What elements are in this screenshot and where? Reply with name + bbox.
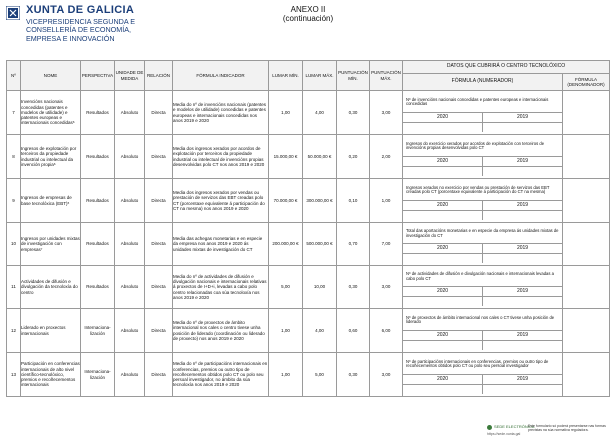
row-perspective: Internaciona-lización [81, 353, 115, 397]
table-row [7, 179, 610, 223]
year-input[interactable] [403, 123, 482, 132]
year-input[interactable] [403, 297, 482, 306]
year-input[interactable] [403, 211, 482, 220]
row-relation: Directa [145, 91, 173, 135]
row-number: 9 [7, 179, 21, 223]
year-label: 2020 [436, 331, 449, 338]
document-footer [0, 420, 614, 439]
table-row [7, 135, 610, 179]
row-unit: Absoluto [115, 223, 145, 266]
row-max: 5,00 [303, 353, 337, 397]
row-unit: Absoluto [115, 91, 145, 135]
row-numerator-cell [403, 135, 563, 179]
year-label: 2019 [482, 331, 562, 340]
row-numerator: Nº de actividades de difusión e divulgación nacionais e internacionais levadas a cabo polo CT [406, 271, 554, 281]
year-input[interactable] [482, 123, 562, 132]
year-label: 2019 [482, 201, 562, 210]
col-name: NOME [21, 61, 81, 91]
row-max: 300.000,00 € [303, 179, 337, 223]
row-number: 10 [7, 223, 21, 266]
col-perspective: PERSPECTIVA [81, 61, 115, 91]
row-perspective: Internaciona-lización [81, 309, 115, 353]
row-denominator[interactable] [563, 179, 610, 223]
year-labels [403, 112, 562, 123]
indicators-table [6, 60, 610, 397]
year-input[interactable] [482, 297, 562, 306]
row-min: 1,00 [269, 309, 303, 353]
row-name: Invencións nacionais concedidas (patentes e modelos de utilidade) e patentes europeas e internacionais concedidas⁶ [21, 91, 81, 135]
row-min: 200.000,00 € [269, 223, 303, 266]
year-label: 2020 [436, 157, 449, 164]
row-max: 4,00 [303, 309, 337, 353]
row-relation: Directa [145, 135, 173, 179]
row-score-min: 0,20 [337, 135, 370, 179]
row-numerator: Nº de participacións internacionais en conferencias, premios ou outro tipo de recoñecementos obtidos polo CT ou polo seu persoal investigador [406, 358, 549, 369]
row-number: 11 [7, 266, 21, 309]
annex-title [268, 5, 348, 23]
year-labels [403, 330, 562, 341]
row-min: 15.000,00 € [269, 135, 303, 179]
row-denominator[interactable] [563, 309, 610, 353]
col-numerator: FÓRMULA (NUMERADOR) [403, 74, 563, 91]
year-label: 2020 [436, 113, 449, 120]
row-numerator-cell [403, 266, 563, 309]
row-denominator[interactable] [563, 223, 610, 266]
row-perspective: Resultados [81, 266, 115, 309]
row-name: Liderado en proxectos internacionais [21, 309, 81, 353]
row-denominator[interactable] [563, 353, 610, 397]
row-numerator-cell [403, 223, 563, 266]
row-perspective: Resultados [81, 91, 115, 135]
row-formula: Media das achegas monetarias e en especie da empresa nos anos 2019 e 2020 ás unidades mixtas de investigación do CT [173, 223, 269, 266]
year-input-row [403, 123, 562, 132]
row-max: 50.000,00 € [303, 135, 337, 179]
year-input[interactable] [482, 211, 562, 220]
year-label: 2019 [482, 113, 562, 122]
row-numerator-cell [403, 91, 563, 135]
year-input[interactable] [482, 167, 562, 176]
row-numerator: Ingresos xerados no exercicio por vendas ou prestación de servizos das EBT creadas polo CT (porcentaxe equivalente á participación do CT na mesma) [406, 184, 550, 195]
row-unit: Absoluto [115, 266, 145, 309]
row-perspective: Resultados [81, 179, 115, 223]
table-row [7, 353, 610, 397]
col-max: LUMAR MÁX. [303, 61, 337, 91]
year-labels [403, 243, 562, 254]
year-input[interactable] [403, 385, 482, 394]
year-label: 2019 [482, 244, 562, 253]
row-formula: Media do nº de participacións internacionais en conferencias, premios ou outro tipo de recoñecementos obtidos polo CT ou polo seu persoal investigador, no ámbito da súa tecnoloxía nos anos 2019 e 2020 [173, 353, 269, 397]
year-labels [403, 200, 562, 211]
year-input-row [403, 167, 562, 176]
row-score-min: 0,30 [337, 266, 370, 309]
row-min: 1,00 [269, 353, 303, 397]
org-title: XUNTA DE GALICIA [26, 4, 135, 16]
year-input[interactable] [403, 167, 482, 176]
org-subtitle [26, 18, 186, 43]
row-name: Ingresos de explotación por terceiros da propiedade industrial ou intelectual da invención propia⁶ [21, 135, 81, 179]
col-score-min: PUNTUACIÓN MÍN. [337, 61, 370, 91]
row-unit: Absoluto [115, 353, 145, 397]
row-numerator-cell [403, 353, 563, 397]
col-unit: UNIDADE DE MEDIDA [115, 61, 145, 91]
org-sub-line: EMPRESA E INNOVACIÓN [26, 33, 115, 43]
year-label: 2020 [436, 288, 449, 294]
electronic-seal-icon [487, 425, 492, 430]
row-formula: Media do nº de proxectos de ámbito internacional nos cales o centro tivese unha posición de liderado (coordinación ou liderado de proxecto) nos anos 2019 e 2020 [173, 309, 269, 353]
row-name: Ingresos de empresas de base tecnolóxica (EBT)⁵ [21, 179, 81, 223]
org-sub-line: CONSELLERÍA DE ECONOMÍA, [26, 25, 132, 35]
row-min: 5,00 [269, 266, 303, 309]
year-input-row [403, 341, 562, 350]
org-sub-line: VICEPRESIDENCIA SEGUNDA E [26, 17, 136, 26]
year-labels [403, 286, 562, 297]
row-relation: Directa [145, 266, 173, 309]
row-perspective: Resultados [81, 223, 115, 266]
row-score-max: 3,00 [370, 353, 403, 397]
row-name: Ingresos por unidades mixtas de investigación con empresas⁷ [21, 223, 81, 266]
row-number: 8 [7, 135, 21, 179]
row-numerator: Nº de invencións nacionais concedidas e patentes europeas e internacionais concedidas [406, 96, 549, 107]
year-label: 2019 [482, 287, 562, 296]
row-formula: Media do nº de actividades de difusión e divulgación nacionais e internacionais relativas á proxectos de I+D+i, levadas a cabo polo centro relacionadas coa súa tecnoloxía nos anos 2019 e 2020 [173, 266, 269, 309]
year-input[interactable] [403, 254, 482, 263]
row-score-min: 0,30 [337, 353, 370, 397]
table-row [7, 309, 610, 353]
xunta-logo-icon [6, 6, 20, 20]
year-input[interactable] [403, 341, 482, 350]
row-numerator: Total das aportacións monetarias e en especie da empresa ás unidades mixtas de investigación do CT [406, 228, 559, 238]
seal-label: SEDE ELECTRÓNICA [494, 424, 535, 429]
row-denominator[interactable] [563, 266, 610, 309]
col-denominator: FÓRMULA (DENOMINADOR) [563, 74, 610, 91]
row-numerator: Ingresos do exercicio xerados por acordos de explotación con terceiros de invencións propias desenvolvidas polo CT [406, 140, 545, 151]
footer-note: Este formulario só poderá presentarse nas formas previstas na súa normativa reguladora. [528, 424, 606, 433]
table-row [7, 266, 610, 309]
year-labels [403, 156, 562, 167]
row-number: 12 [7, 309, 21, 353]
row-max: 500.000,00 € [303, 223, 337, 266]
year-label: 2020 [436, 201, 449, 208]
year-label: 2019 [482, 375, 562, 384]
row-number: 7 [7, 91, 21, 135]
row-score-max: 1,00 [370, 179, 403, 223]
annex-subheading: (continuación) [282, 14, 334, 23]
row-score-min: 0,70 [337, 223, 370, 266]
row-unit: Absoluto [115, 309, 145, 353]
year-label: 2020 [436, 375, 449, 382]
row-denominator[interactable] [563, 135, 610, 179]
col-formula: FÓRMULA INDICADOR [173, 61, 269, 91]
row-max: 4,00 [303, 91, 337, 135]
col-score-max: PUNTUACIÓN MÁX. [370, 61, 403, 91]
year-labels [403, 374, 562, 385]
row-denominator[interactable] [563, 91, 610, 135]
year-input-row [403, 254, 562, 263]
year-input-row [403, 297, 562, 306]
row-score-max: 6,00 [370, 309, 403, 353]
year-input-row [403, 211, 562, 220]
row-numerator: Nº de proxectos de ámbito internacional nos cales o CT tivese unha posición de liderado [406, 314, 555, 325]
year-label: 2019 [482, 157, 562, 166]
row-score-max: 3,00 [370, 266, 403, 309]
row-unit: Absoluto [115, 135, 145, 179]
row-name: Actividades de difusión e divulgación da tecnoloxía do centro [21, 266, 81, 309]
row-relation: Directa [145, 223, 173, 266]
table-row [7, 223, 610, 266]
row-score-min: 0,10 [337, 179, 370, 223]
row-score-min: 0,30 [337, 91, 370, 135]
row-min: 1,00 [269, 91, 303, 135]
row-number: 13 [7, 353, 21, 397]
row-relation: Directa [145, 309, 173, 353]
year-input[interactable] [482, 254, 562, 263]
col-relation: RELACIÓN [145, 61, 173, 91]
row-score-max: 2,00 [370, 135, 403, 179]
year-input-row [403, 385, 562, 394]
row-relation: Directa [145, 353, 173, 397]
year-label: 2020 [436, 245, 449, 251]
row-min: 70.000,00 € [269, 179, 303, 223]
row-score-max: 7,00 [370, 223, 403, 266]
col-n: Nº [7, 61, 21, 91]
document-header [0, 0, 614, 60]
row-formula: Media dos ingresos xerados por acordos de explotación por terceiros da propiedade industrial ou intelectual de invencións propias desenvolvidas polo CT nos anos 2019 e 2020 [173, 135, 269, 179]
row-score-max: 3,00 [370, 91, 403, 135]
year-input[interactable] [482, 341, 562, 350]
annex-heading: ANEXO II [290, 5, 326, 14]
row-max: 10,00 [303, 266, 337, 309]
col-data-group: DATOS QUE CUBRIRÁ O CENTRO TECNOLÓXICO [403, 61, 610, 74]
col-min: LUMAR MÍN. [269, 61, 303, 91]
table-row [7, 91, 610, 135]
row-numerator-cell [403, 309, 563, 353]
row-name: Participación en conferencias internacionais de alto nivel científico-tecnolóxico, premios e recoñecementos internacionais [21, 353, 81, 397]
row-formula: Media dos ingresos xerados por vendas ou prestación de servizos das EBT creadas polo CT (porcentaxe equivalente á participación do CT na mesma) nos anos 2019 e 2020 [173, 179, 269, 223]
row-unit: Absoluto [115, 179, 145, 223]
row-formula: Media do nº de invencións nacionais (patentes e modelos de utilidade) concedidas e patentes europeas e internacionais concedidas nos anos 2019 e 2020 [173, 91, 269, 135]
year-input[interactable] [482, 385, 562, 394]
row-relation: Directa [145, 179, 173, 223]
row-perspective: Resultados [81, 135, 115, 179]
row-score-min: 0,60 [337, 309, 370, 353]
row-numerator-cell [403, 179, 563, 223]
sede-url[interactable]: https://sede.xunta.gal [487, 432, 521, 436]
